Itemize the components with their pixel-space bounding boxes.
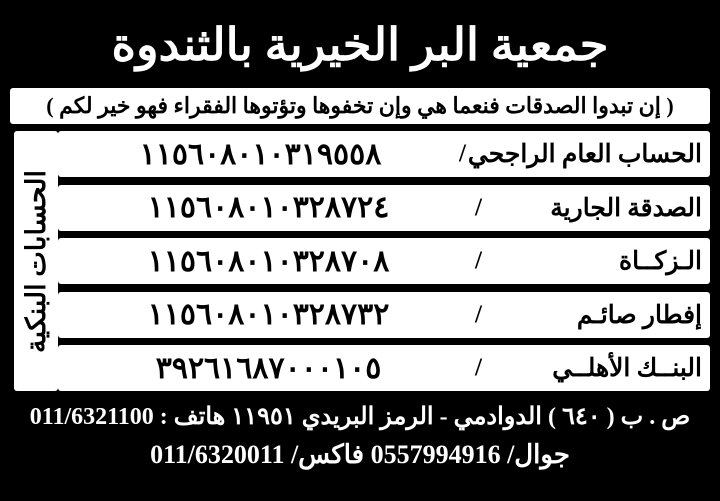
account-separator: / [475, 247, 482, 274]
table-row [58, 292, 710, 338]
account-name: الحساب العام الراجحي [467, 141, 702, 168]
account-number: ١١٥٦٠٨٠١٠٣٢٨٧٣٢ [147, 298, 390, 331]
account-name: الـزكــاة [619, 248, 702, 275]
accounts-section [10, 131, 710, 391]
table-row [58, 345, 710, 391]
accounts-side-label-text: الحسابات البنكية [21, 169, 51, 353]
accounts-side-label [14, 131, 58, 391]
account-separator: / [458, 140, 466, 167]
account-number: ٣٩٢٦١٦٨٧٠٠٠١٠٥ [155, 351, 382, 385]
table-row [58, 238, 710, 284]
organization-title: جمعية البر الخيرية بالثندوة [111, 19, 609, 70]
accounts-list [58, 131, 710, 391]
contact-footer [0, 401, 720, 472]
account-name: إفطار صائـم [576, 301, 702, 329]
account-number: ١١٥٦٠٨٠١٠٣٢٨٧٢٤ [147, 191, 390, 224]
account-name: الصدقة الجارية [550, 194, 702, 222]
table-row [58, 131, 710, 177]
account-separator: / [475, 354, 482, 381]
quran-verse-band [10, 88, 710, 124]
account-separator: / [475, 300, 482, 328]
quran-verse-text: ( إن تبدوا الصدقات فنعما هي وإن تخفوها وتؤتوها الفقراء فهو خير لكم ) [46, 93, 674, 118]
contact-address-line: ص . ب ( ٦٤٠ ) الدوادمي - الرمز البريدي ١١٩٥١ هاتف : 011/6321100 [29, 404, 691, 430]
table-row [58, 185, 710, 231]
account-separator: / [475, 193, 482, 221]
contact-phone-line: جوال/ 0557994916 فاكس/ 011/6320011 [150, 440, 570, 470]
account-name: البنــك الأهلــي [552, 355, 702, 382]
header [0, 0, 720, 86]
account-number: ١١٥٦٠٨٠١٠٣١٩٥٥٨ [139, 137, 382, 171]
account-number: ١١٥٦٠٨٠١٠٣٢٨٧٠٨ [147, 244, 390, 278]
